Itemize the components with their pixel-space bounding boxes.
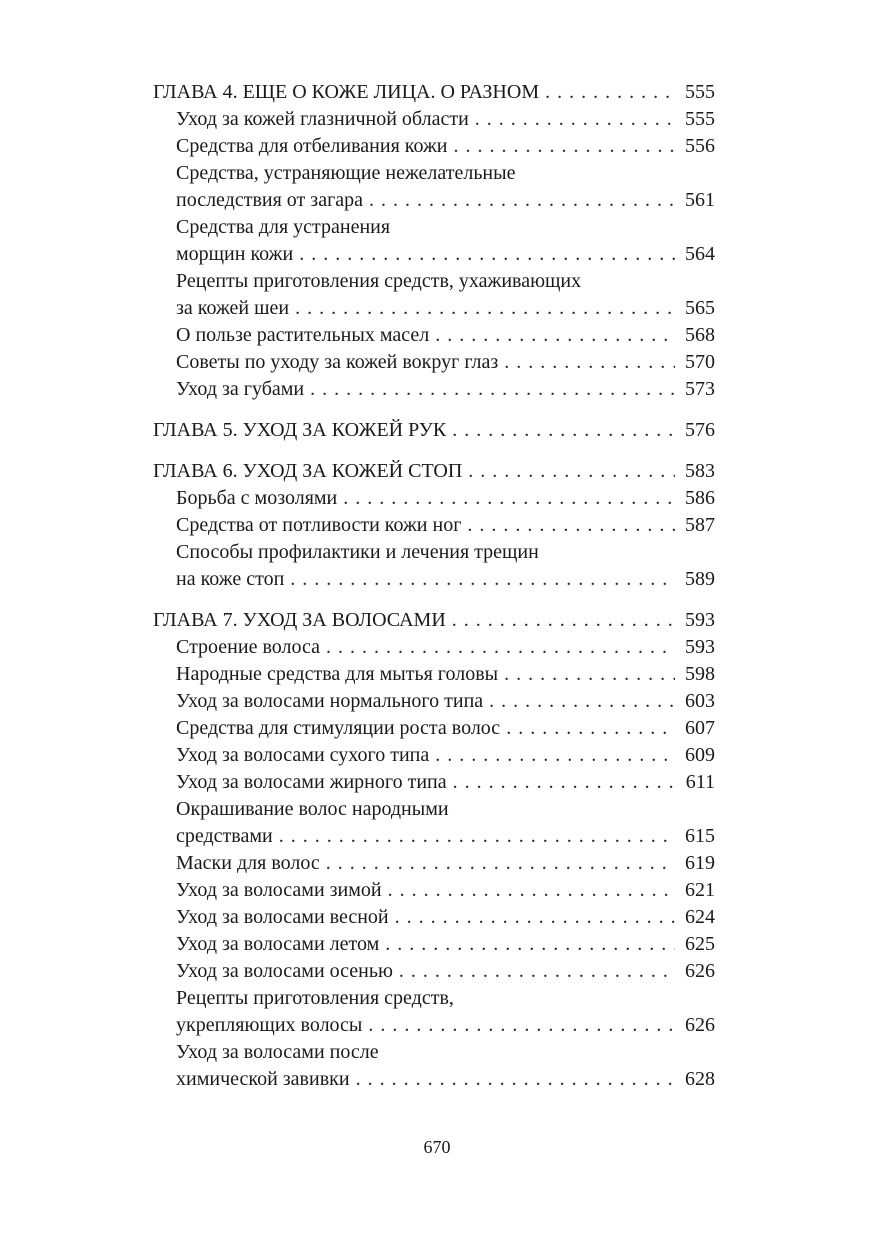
dot-leader (385, 931, 675, 958)
dot-leader (299, 241, 675, 268)
toc-entry (153, 823, 715, 850)
toc-entry-page: 628 (685, 1068, 715, 1090)
toc-entry-title: на коже стоп (176, 568, 285, 590)
toc-entry-title: Уход за волосами весной (176, 906, 389, 928)
chapter-page: 593 (685, 609, 715, 631)
toc-entry-title: Строение волоса (176, 636, 320, 658)
toc-entry-title: Уход за волосами осенью (176, 960, 393, 982)
toc-entry-page: 621 (685, 879, 715, 901)
toc-entry (153, 241, 715, 268)
dot-leader (290, 566, 675, 593)
toc-entry-page: 626 (685, 1014, 715, 1036)
toc-entry-page: 603 (685, 690, 715, 712)
toc-entry-title: за кожей шеи (176, 297, 290, 319)
chapter-title: ГЛАВА 5. УХОД ЗА КОЖЕЙ РУК (153, 419, 447, 441)
dot-leader (326, 850, 675, 877)
dot-leader (468, 458, 675, 485)
toc-entry-page: 556 (685, 135, 715, 157)
toc-entry-title: укрепляющих волосы (176, 1014, 363, 1036)
chapter-block (153, 607, 715, 1093)
toc-entry-page: 607 (685, 717, 715, 739)
toc-entry-title: Средства для отбеливания кожи (176, 135, 448, 157)
toc-entry-title-line: Рецепты приготовления средств, (176, 987, 454, 1009)
dot-leader (452, 417, 675, 444)
toc-entry (153, 187, 715, 214)
toc-entry (153, 133, 715, 160)
toc-entry-page: 564 (685, 243, 715, 265)
toc-entry (153, 958, 715, 985)
toc-entry-page: 568 (685, 324, 715, 346)
toc-entry-title-line: Средства, устраняющие нежелательные (176, 162, 516, 184)
toc-entry-title: Советы по уходу за кожей вокруг глаз (176, 351, 499, 373)
toc-entry-page: 619 (685, 852, 715, 874)
toc-entry-page: 570 (685, 351, 715, 373)
dot-leader (467, 512, 675, 539)
toc-entry (153, 322, 715, 349)
chapter-page: 576 (685, 419, 715, 441)
chapter-title: ГЛАВА 7. УХОД ЗА ВОЛОСАМИ (153, 609, 446, 631)
toc-entry (153, 106, 715, 133)
dot-leader (388, 877, 675, 904)
toc-entry-title-line: Окрашивание волос народными (176, 798, 449, 820)
toc-entry-title-line: Средства для устранения (176, 216, 391, 238)
chapter-heading (153, 458, 715, 485)
dot-leader (435, 322, 675, 349)
toc-entry-page: 593 (685, 636, 715, 658)
toc-entry (153, 715, 715, 742)
chapter-block (153, 458, 715, 593)
toc-entry (153, 512, 715, 539)
toc-entry-title-line: Рецепты приготовления средств, ухаживающих (176, 270, 582, 292)
dot-leader (368, 1012, 675, 1039)
toc-entry (153, 1012, 715, 1039)
toc-entry (153, 566, 715, 593)
dot-leader (453, 769, 675, 796)
toc-entry-title: Уход за губами (176, 378, 305, 400)
toc-entry-title: Уход за кожей глазничной области (176, 108, 469, 130)
dot-leader (343, 485, 675, 512)
toc-entry-title: Средства для стимуляции роста волос (176, 717, 501, 739)
dot-leader (489, 688, 675, 715)
chapter-title: ГЛАВА 4. ЕЩЕ О КОЖЕ ЛИЦА. О РАЗНОМ (153, 81, 540, 103)
toc-entry-page: 555 (685, 108, 715, 130)
dot-leader (452, 607, 675, 634)
toc-entry-page: 565 (685, 297, 715, 319)
toc-entry-page: 626 (685, 960, 715, 982)
chapter-title: ГЛАВА 6. УХОД ЗА КОЖЕЙ СТОП (153, 460, 463, 482)
toc-entry-page: 573 (685, 378, 715, 400)
toc-entry (153, 877, 715, 904)
toc-entry-title-line: Способы профилактики и лечения трещин (176, 541, 539, 563)
toc-entry-title: О пользе растительных масел (176, 324, 430, 346)
toc-entry-page: 609 (685, 744, 715, 766)
toc-entry-page: 625 (685, 933, 715, 955)
toc-entry (153, 742, 715, 769)
toc-entry-title: Уход за волосами нормального типа (176, 690, 484, 712)
dot-leader (545, 79, 675, 106)
toc-entry-page: 561 (685, 189, 715, 211)
dot-leader (504, 349, 675, 376)
toc-entry-page: 598 (685, 663, 715, 685)
toc-entry (153, 485, 715, 512)
dot-leader (435, 742, 675, 769)
toc-entry-title-line: Уход за волосами после (176, 1041, 379, 1063)
chapter-heading (153, 607, 715, 634)
toc-entry (153, 688, 715, 715)
table-of-contents (153, 79, 715, 1107)
dot-leader (326, 634, 675, 661)
toc-entry-page: 589 (685, 568, 715, 590)
toc-entry (153, 1066, 715, 1093)
toc-entry-page: 624 (685, 906, 715, 928)
chapter-heading (153, 417, 715, 444)
dot-leader (475, 106, 675, 133)
dot-leader (356, 1066, 675, 1093)
dot-leader (504, 661, 675, 688)
toc-entry (153, 349, 715, 376)
toc-entry-title: Уход за волосами летом (176, 933, 380, 955)
toc-entry (153, 769, 715, 796)
toc-entry-title: морщин кожи (176, 243, 294, 265)
chapter-heading (153, 79, 715, 106)
toc-entry-page: 587 (685, 514, 715, 536)
toc-entry (153, 931, 715, 958)
dot-leader (310, 376, 675, 403)
toc-entry (153, 376, 715, 403)
toc-entry (153, 904, 715, 931)
toc-entry-title: Борьба с мозолями (176, 487, 338, 509)
toc-entry-title: Маски для волос (176, 852, 320, 874)
toc-entry (153, 295, 715, 322)
toc-entry (153, 850, 715, 877)
toc-entry-page: 611 (685, 771, 715, 793)
toc-entry-page: 586 (685, 487, 715, 509)
dot-leader (506, 715, 675, 742)
toc-entry (153, 634, 715, 661)
dot-leader (279, 823, 675, 850)
toc-entry-page: 615 (685, 825, 715, 847)
toc-entry-title: средствами (176, 825, 273, 847)
toc-entry-title: Уход за волосами жирного типа (176, 771, 447, 793)
dot-leader (395, 904, 675, 931)
toc-entry-title: Уход за волосами сухого типа (176, 744, 430, 766)
dot-leader (454, 133, 676, 160)
chapter-block (153, 79, 715, 403)
chapter-page: 555 (685, 81, 715, 103)
dot-leader (399, 958, 675, 985)
dot-leader (295, 295, 675, 322)
toc-entry (153, 661, 715, 688)
chapter-page: 583 (685, 460, 715, 482)
page-number: 670 (423, 1137, 451, 1157)
dot-leader (369, 187, 675, 214)
toc-entry-title: Средства от потливости кожи ног (176, 514, 462, 536)
chapter-block (153, 417, 715, 444)
toc-entry-title: химической завивки (176, 1068, 350, 1090)
toc-entry-title: последствия от загара (176, 189, 364, 211)
toc-entry-title: Народные средства для мытья головы (176, 663, 499, 685)
toc-entry-title: Уход за волосами зимой (176, 879, 382, 901)
